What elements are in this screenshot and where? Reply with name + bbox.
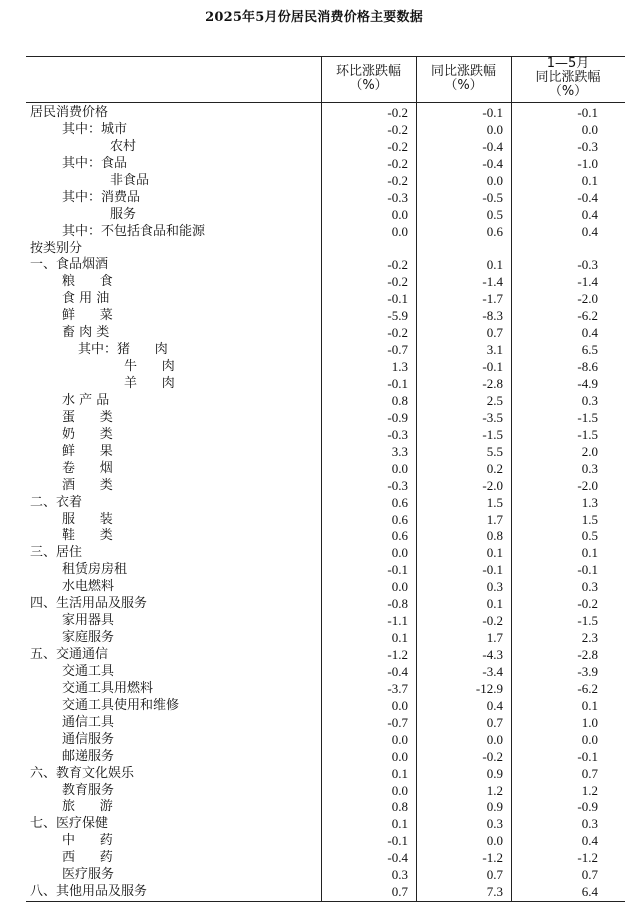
cell-v2: 0.0 xyxy=(486,172,503,188)
cell-v3: -1.5 xyxy=(577,613,598,629)
cell-v2: -1.2 xyxy=(482,850,503,866)
row-label: 西 药 xyxy=(62,850,113,866)
cell-v1: -0.7 xyxy=(387,714,408,730)
cell-v2: 0.5 xyxy=(486,206,503,222)
row-label: 交通工具用燃料 xyxy=(62,680,154,696)
table-bottom-rule xyxy=(26,901,625,902)
table-row xyxy=(26,358,625,375)
cell-v1: -0.1 xyxy=(387,291,408,307)
cell-v3: 1.2 xyxy=(581,782,598,798)
table-row xyxy=(26,307,625,324)
cell-v1: 0.3 xyxy=(391,867,408,883)
cell-v1: 0.8 xyxy=(391,799,408,815)
table-row xyxy=(26,714,625,731)
table-body xyxy=(26,104,625,900)
cell-v2: 2.5 xyxy=(486,392,503,408)
row-label: 羊 肉 xyxy=(124,376,175,391)
cell-v3: -2.8 xyxy=(577,647,598,662)
cell-v1: 0.0 xyxy=(391,206,408,222)
cell-v2: -2.8 xyxy=(482,376,503,391)
row-label: 其中：不包括食品和能源 xyxy=(62,223,206,239)
cell-v3: 0.3 xyxy=(581,816,598,832)
cell-v3: -2.0 xyxy=(577,477,598,493)
cell-v3: -0.3 xyxy=(577,138,598,154)
cell-v1: 1.3 xyxy=(391,359,408,375)
cell-v1: -0.3 xyxy=(387,426,408,442)
row-label: 食 用 油 xyxy=(62,291,110,307)
cell-v2: -0.5 xyxy=(482,189,503,205)
row-label: 旅 游 xyxy=(62,799,113,815)
row-label: 鞋 类 xyxy=(62,528,113,544)
cell-v1: -0.9 xyxy=(387,409,408,425)
row-label: 粮 食 xyxy=(62,274,113,290)
cell-v1: -0.1 xyxy=(387,562,408,578)
cell-v2: -3.5 xyxy=(482,409,503,425)
cell-v2: -0.2 xyxy=(482,613,503,629)
cell-v3: 0.4 xyxy=(581,223,598,239)
cell-v3: -1.4 xyxy=(577,274,598,290)
cell-v2: 1.7 xyxy=(486,630,503,646)
row-label: 按类别分 xyxy=(30,240,83,256)
cell-v2: 0.3 xyxy=(486,816,503,832)
header-mom-change xyxy=(321,65,416,93)
cell-v1: 3.3 xyxy=(391,443,408,459)
row-label: 蛋 类 xyxy=(62,409,113,425)
cell-v3: 0.0 xyxy=(581,731,598,747)
table-row xyxy=(26,663,625,680)
cell-v2: -0.1 xyxy=(482,562,503,578)
cell-v3: 0.3 xyxy=(581,460,598,476)
cell-v2: -0.1 xyxy=(482,359,503,375)
cell-v3: 6.5 xyxy=(581,342,598,358)
cell-v1: 0.0 xyxy=(391,223,408,239)
cell-v1: -1.1 xyxy=(387,613,408,629)
cell-v2: 1.5 xyxy=(486,494,503,510)
table-row xyxy=(26,815,625,832)
cell-v3: -3.9 xyxy=(577,663,598,679)
row-label: 六、教育文化娱乐 xyxy=(30,765,135,781)
table-row xyxy=(26,206,625,223)
cell-v1: 0.1 xyxy=(391,630,408,646)
cell-v2: -0.1 xyxy=(482,105,503,120)
cell-v1: -0.2 xyxy=(387,257,408,273)
cell-v2: 0.6 xyxy=(486,223,503,239)
row-label: 牛 肉 xyxy=(124,359,175,375)
cell-v1: -0.2 xyxy=(387,172,408,188)
cell-v2: 0.0 xyxy=(486,731,503,747)
row-label: 医疗服务 xyxy=(62,867,115,883)
cell-v1: 0.6 xyxy=(391,494,408,510)
table-row xyxy=(26,172,625,189)
cell-v1: -5.9 xyxy=(387,308,408,324)
cell-v1: 0.0 xyxy=(391,731,408,747)
table-row xyxy=(26,256,625,273)
cell-v3: -8.6 xyxy=(577,359,598,375)
table-row xyxy=(26,697,625,714)
row-label: 服务 xyxy=(110,206,137,222)
cell-v1: 0.6 xyxy=(391,528,408,544)
row-label: 通信工具 xyxy=(62,714,115,730)
cell-v1: 0.0 xyxy=(391,460,408,476)
cell-v1: 0.0 xyxy=(391,579,408,595)
cell-v1: 0.0 xyxy=(391,782,408,798)
header-label: 环比涨跌幅 （%） xyxy=(335,64,401,93)
cell-v1: -0.4 xyxy=(387,850,408,866)
cell-v2: 1.7 xyxy=(486,511,503,527)
cell-v2: 0.0 xyxy=(486,833,503,849)
cell-v3: -1.2 xyxy=(577,850,598,866)
table-row xyxy=(26,121,625,138)
table-row xyxy=(26,646,625,663)
table-row xyxy=(26,595,625,612)
table-row xyxy=(26,612,625,629)
cell-v2: -1.7 xyxy=(482,291,503,307)
table-row xyxy=(26,511,625,528)
cell-v1: -0.3 xyxy=(387,189,408,205)
table-row xyxy=(26,290,625,307)
cell-v3: -0.1 xyxy=(577,562,598,578)
cell-v3: -0.1 xyxy=(577,748,598,764)
cell-v1: -0.3 xyxy=(387,477,408,493)
table-row xyxy=(26,223,625,240)
cell-v3: -0.3 xyxy=(577,257,598,273)
cell-v3: -0.4 xyxy=(577,189,598,205)
row-label: 二、衣着 xyxy=(30,494,83,510)
cell-v3: -0.2 xyxy=(577,596,598,612)
row-label: 其中：城市 xyxy=(62,121,128,137)
row-label: 服 装 xyxy=(62,511,113,527)
cell-v2: 3.1 xyxy=(486,342,503,358)
cell-v1: 0.0 xyxy=(391,748,408,764)
table-row xyxy=(26,392,625,409)
row-label: 教育服务 xyxy=(62,782,115,798)
row-label: 水 产 品 xyxy=(62,392,110,408)
cell-v3: -2.0 xyxy=(577,291,598,307)
cell-v2: 0.7 xyxy=(486,714,503,730)
cell-v2: 0.1 xyxy=(486,257,503,273)
table-row xyxy=(26,189,625,206)
cell-v3: 0.3 xyxy=(581,392,598,408)
cell-v3: 0.0 xyxy=(581,121,598,137)
cell-v1: -0.2 xyxy=(387,325,408,341)
table-row xyxy=(26,460,625,477)
table-row xyxy=(26,477,625,494)
cell-v2: 5.5 xyxy=(486,443,503,459)
cell-v2: 0.9 xyxy=(486,799,503,815)
table-row xyxy=(26,578,625,595)
cell-v1: -3.7 xyxy=(387,680,408,696)
cell-v3: 0.1 xyxy=(581,697,598,713)
table-row xyxy=(26,866,625,883)
row-label: 其中：食品 xyxy=(62,155,128,171)
cell-v3: 0.7 xyxy=(581,867,598,883)
table-row xyxy=(26,561,625,578)
cell-v3: 0.4 xyxy=(581,325,598,341)
table-row xyxy=(26,443,625,460)
cpi-table xyxy=(26,56,625,902)
cell-v2: -1.5 xyxy=(482,426,503,442)
row-label: 非食品 xyxy=(110,172,150,188)
header-label: 同比涨跌幅 （%） xyxy=(430,64,496,93)
table-row xyxy=(26,832,625,849)
cell-v2: 7.3 xyxy=(486,884,503,900)
table-row xyxy=(26,731,625,748)
cell-v3: -6.2 xyxy=(577,308,598,324)
table-row xyxy=(26,782,625,799)
row-label: 四、生活用品及服务 xyxy=(30,596,148,612)
table-row xyxy=(26,375,625,392)
cell-v2: 0.9 xyxy=(486,765,503,781)
row-label: 五、交通通信 xyxy=(30,647,109,662)
row-label: 交通工具 xyxy=(62,663,115,679)
cell-v2: 0.3 xyxy=(486,579,503,595)
cell-v2: 0.7 xyxy=(486,867,503,883)
cell-v1: -0.2 xyxy=(387,121,408,137)
table-row xyxy=(26,426,625,443)
table-row xyxy=(26,324,625,341)
cell-v3: -1.5 xyxy=(577,426,598,442)
cell-v1: 0.6 xyxy=(391,511,408,527)
row-label: 家庭服务 xyxy=(62,630,115,646)
cell-v3: -1.5 xyxy=(577,409,598,425)
table-row xyxy=(26,883,625,900)
row-label: 一、食品烟酒 xyxy=(30,257,109,273)
cell-v1: 0.0 xyxy=(391,697,408,713)
cell-v1: -0.8 xyxy=(387,596,408,612)
header-bottom-rule xyxy=(26,102,625,103)
cell-v1: -0.2 xyxy=(387,274,408,290)
row-label: 其中：消费品 xyxy=(62,189,141,205)
cell-v3: 1.3 xyxy=(581,494,598,510)
row-label: 中 药 xyxy=(62,833,113,849)
header-yoy-change xyxy=(416,65,511,93)
row-label: 八、其他用品及服务 xyxy=(30,884,148,900)
cell-v1: 0.8 xyxy=(391,392,408,408)
table-row xyxy=(26,849,625,866)
cell-v3: 1.0 xyxy=(581,714,598,730)
cell-v2: 0.8 xyxy=(486,528,503,544)
cell-v1: -0.1 xyxy=(387,376,408,391)
row-label: 酒 类 xyxy=(62,477,113,493)
cell-v2: 0.1 xyxy=(486,545,503,561)
cell-v3: 0.1 xyxy=(581,545,598,561)
row-label: 农村 xyxy=(110,138,137,154)
cell-v1: -1.2 xyxy=(387,647,408,662)
table-row xyxy=(26,798,625,815)
cell-v2: -0.4 xyxy=(482,155,503,171)
cell-v2: -12.9 xyxy=(475,680,503,696)
table-row xyxy=(26,527,625,544)
cell-v2: -1.4 xyxy=(482,274,503,290)
cell-v2: 0.1 xyxy=(486,596,503,612)
cell-v2: 0.0 xyxy=(486,121,503,137)
cell-v2: 0.7 xyxy=(486,325,503,341)
cell-v1: 0.1 xyxy=(391,765,408,781)
header-label: 1—5月 同比涨跌幅 （%） xyxy=(535,56,601,99)
table-row xyxy=(26,104,625,121)
table-row xyxy=(26,341,625,358)
table-row xyxy=(26,155,625,172)
row-label: 通信服务 xyxy=(62,731,115,747)
row-label: 鲜 菜 xyxy=(62,308,113,324)
row-label: 畜 肉 类 xyxy=(62,325,110,341)
table-row xyxy=(26,494,625,511)
cell-v2: 0.2 xyxy=(486,460,503,476)
table-row xyxy=(26,629,625,646)
cell-v3: 0.3 xyxy=(581,579,598,595)
cell-v1: 0.7 xyxy=(391,884,408,900)
cell-v3: 0.4 xyxy=(581,833,598,849)
row-label: 居民消费价格 xyxy=(30,105,109,120)
cell-v3: -0.1 xyxy=(577,105,598,120)
table-row xyxy=(26,544,625,561)
table-row xyxy=(26,409,625,426)
table-row xyxy=(26,138,625,155)
row-label: 家用器具 xyxy=(62,613,115,629)
cell-v3: 0.1 xyxy=(581,172,598,188)
cell-v2: -0.4 xyxy=(482,138,503,154)
cell-v2: -8.3 xyxy=(482,308,503,324)
cell-v2: -0.2 xyxy=(482,748,503,764)
row-label: 三、居住 xyxy=(30,545,83,561)
cell-v3: 2.0 xyxy=(581,443,598,459)
table-row xyxy=(26,680,625,697)
header-ytd-yoy-change xyxy=(511,57,625,99)
row-label: 租赁房房租 xyxy=(62,562,128,578)
row-label: 七、医疗保健 xyxy=(30,816,109,832)
table-row xyxy=(26,748,625,765)
cell-v3: -4.9 xyxy=(577,376,598,391)
cell-v1: -0.4 xyxy=(387,663,408,679)
cell-v3: 0.4 xyxy=(581,206,598,222)
cell-v3: -1.0 xyxy=(577,155,598,171)
row-label: 邮递服务 xyxy=(62,748,115,764)
cell-v3: -6.2 xyxy=(577,680,598,696)
cell-v1: 0.0 xyxy=(391,545,408,561)
cell-v2: 0.4 xyxy=(486,697,503,713)
table-row xyxy=(26,240,625,257)
table-row xyxy=(26,765,625,782)
cell-v3: 6.4 xyxy=(581,884,598,900)
cell-v1: -0.7 xyxy=(387,342,408,358)
cell-v3: -0.9 xyxy=(577,799,598,815)
cell-v3: 2.3 xyxy=(581,630,598,646)
row-label: 奶 类 xyxy=(62,426,113,442)
cell-v2: -3.4 xyxy=(482,663,503,679)
cell-v2: -2.0 xyxy=(482,477,503,493)
row-label: 其中：猪 肉 xyxy=(78,342,168,358)
cell-v1: -0.2 xyxy=(387,138,408,154)
cell-v1: 0.1 xyxy=(391,816,408,832)
row-label: 交通工具使用和维修 xyxy=(62,697,180,713)
row-label: 鲜 果 xyxy=(62,443,113,459)
page-title: 2025年5月份居民消费价格主要数据 xyxy=(205,10,423,25)
cell-v1: -0.2 xyxy=(387,155,408,171)
cell-v1: -0.1 xyxy=(387,833,408,849)
cell-v2: -4.3 xyxy=(482,647,503,662)
cell-v2: 1.2 xyxy=(486,782,503,798)
table-row xyxy=(26,273,625,290)
cell-v1: -0.2 xyxy=(387,105,408,120)
cell-v3: 1.5 xyxy=(581,511,598,527)
cell-v3: 0.7 xyxy=(581,765,598,781)
row-label: 卷 烟 xyxy=(62,460,113,476)
row-label: 水电燃料 xyxy=(62,579,115,595)
cell-v3: 0.5 xyxy=(581,528,598,544)
